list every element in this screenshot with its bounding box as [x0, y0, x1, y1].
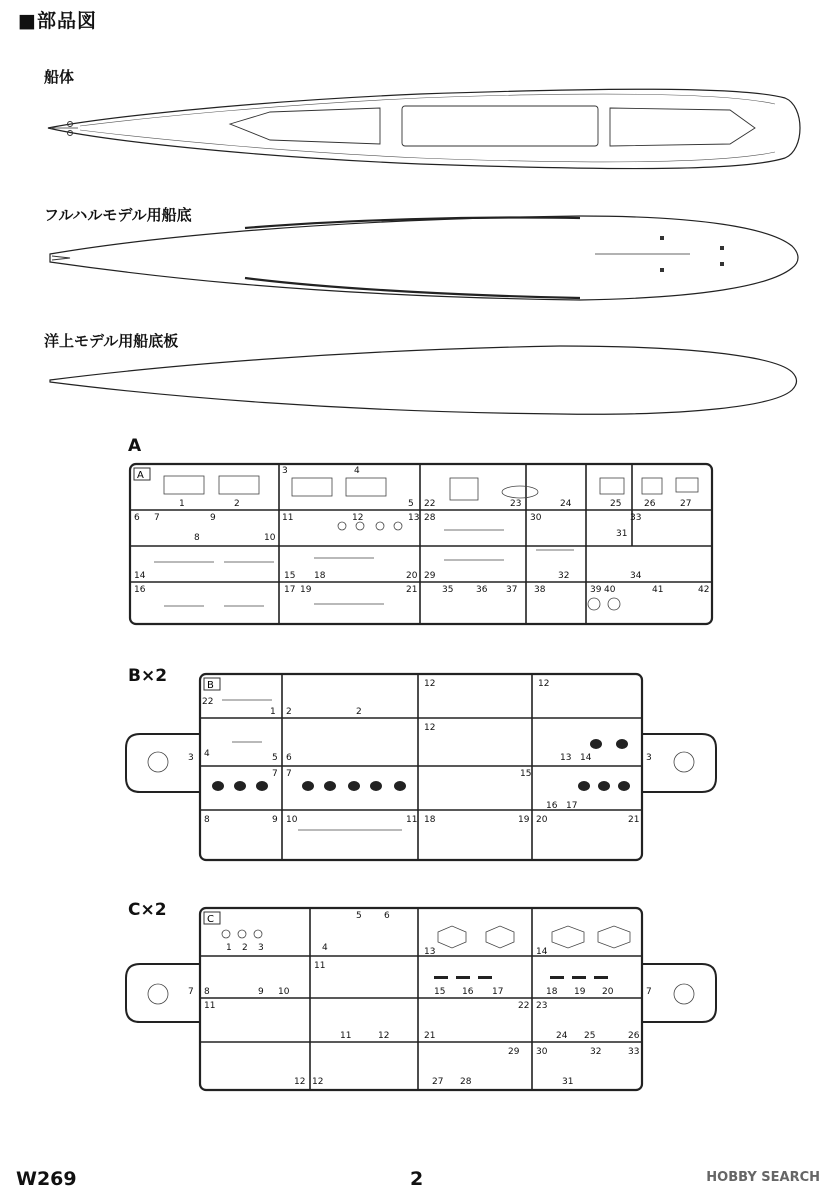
svg-text:3: 3 [646, 753, 652, 763]
svg-text:36: 36 [476, 585, 488, 595]
svg-text:12: 12 [424, 723, 436, 733]
svg-text:3: 3 [258, 943, 264, 953]
svg-text:7: 7 [188, 987, 194, 997]
sprue-a-label: A [128, 436, 142, 456]
svg-text:14: 14 [580, 753, 592, 763]
svg-text:5: 5 [272, 753, 278, 763]
svg-text:20: 20 [406, 571, 418, 581]
svg-text:39: 39 [590, 585, 602, 595]
svg-text:41: 41 [652, 585, 664, 595]
sprue-a [124, 458, 718, 630]
svg-text:29: 29 [424, 571, 436, 581]
svg-text:42: 42 [698, 585, 710, 595]
svg-text:18: 18 [424, 815, 436, 825]
svg-text:19: 19 [518, 815, 530, 825]
svg-text:2: 2 [234, 499, 240, 509]
svg-text:4: 4 [204, 749, 210, 759]
svg-text:8: 8 [204, 815, 210, 825]
svg-text:17: 17 [284, 585, 296, 595]
svg-text:1: 1 [226, 943, 232, 953]
svg-text:16: 16 [546, 801, 558, 811]
svg-text:11: 11 [314, 961, 326, 971]
svg-text:12: 12 [294, 1077, 306, 1087]
svg-text:11: 11 [282, 513, 294, 523]
svg-text:1: 1 [270, 707, 276, 717]
svg-text:6: 6 [286, 753, 292, 763]
svg-text:16: 16 [134, 585, 146, 595]
svg-text:2: 2 [286, 707, 292, 717]
svg-text:18: 18 [314, 571, 326, 581]
svg-text:16: 16 [462, 987, 474, 997]
svg-text:20: 20 [536, 815, 548, 825]
svg-text:25: 25 [584, 1031, 596, 1041]
svg-text:10: 10 [264, 533, 276, 543]
svg-text:8: 8 [204, 987, 210, 997]
page-number: 2 [410, 1168, 424, 1190]
sprue-a-tag: A [137, 470, 144, 481]
svg-text:32: 32 [558, 571, 570, 581]
svg-text:31: 31 [562, 1077, 574, 1087]
svg-text:13: 13 [560, 753, 572, 763]
svg-text:31: 31 [616, 529, 628, 539]
svg-text:8: 8 [194, 533, 200, 543]
svg-text:27: 27 [432, 1077, 444, 1087]
svg-text:23: 23 [536, 1001, 548, 1011]
svg-text:21: 21 [424, 1031, 436, 1041]
hull-drawing [40, 80, 810, 180]
svg-text:2: 2 [242, 943, 248, 953]
svg-text:14: 14 [536, 947, 548, 957]
svg-text:33: 33 [630, 513, 642, 523]
svg-text:6: 6 [134, 513, 140, 523]
svg-text:32: 32 [590, 1047, 602, 1057]
svg-text:34: 34 [630, 571, 642, 581]
svg-text:19: 19 [300, 585, 312, 595]
svg-text:5: 5 [408, 499, 414, 509]
svg-text:22: 22 [518, 1001, 530, 1011]
svg-text:9: 9 [210, 513, 216, 523]
svg-text:38: 38 [534, 585, 546, 595]
svg-text:10: 10 [286, 815, 298, 825]
svg-text:3: 3 [188, 753, 194, 763]
sprue-b-tag: B [207, 680, 214, 691]
svg-text:19: 19 [574, 987, 586, 997]
svg-text:15: 15 [434, 987, 446, 997]
svg-text:7: 7 [286, 769, 292, 779]
svg-text:2: 2 [356, 707, 362, 717]
svg-text:26: 26 [628, 1031, 640, 1041]
watermark-logo: HOBBY SEARCH [706, 1170, 820, 1185]
svg-text:4: 4 [354, 466, 360, 476]
svg-text:12: 12 [312, 1077, 324, 1087]
svg-text:22: 22 [202, 697, 214, 707]
svg-text:22: 22 [424, 499, 436, 509]
svg-text:12: 12 [538, 679, 550, 689]
svg-text:15: 15 [520, 769, 532, 779]
sprue-c-label: C×2 [128, 900, 167, 920]
svg-text:1: 1 [179, 499, 185, 509]
svg-text:21: 21 [406, 585, 418, 595]
waterline-plate-drawing [40, 340, 810, 420]
svg-text:28: 28 [460, 1077, 472, 1087]
svg-text:13: 13 [424, 947, 436, 957]
sprue-b-label: B×2 [128, 666, 168, 686]
svg-text:7: 7 [154, 513, 160, 523]
svg-text:14: 14 [134, 571, 146, 581]
svg-text:37: 37 [506, 585, 518, 595]
svg-text:17: 17 [566, 801, 578, 811]
svg-text:9: 9 [258, 987, 264, 997]
svg-text:5: 5 [356, 911, 362, 921]
svg-text:12: 12 [378, 1031, 390, 1041]
svg-text:20: 20 [602, 987, 614, 997]
svg-text:29: 29 [508, 1047, 520, 1057]
svg-text:28: 28 [424, 513, 436, 523]
svg-text:3: 3 [282, 466, 288, 476]
svg-text:17: 17 [492, 987, 504, 997]
svg-text:12: 12 [424, 679, 436, 689]
svg-text:9: 9 [272, 815, 278, 825]
svg-text:11: 11 [204, 1001, 216, 1011]
svg-text:30: 30 [536, 1047, 548, 1057]
svg-text:12: 12 [352, 513, 364, 523]
svg-text:24: 24 [560, 499, 572, 509]
svg-text:40: 40 [604, 585, 616, 595]
page-title: ■部品図 [18, 10, 97, 32]
svg-text:4: 4 [322, 943, 328, 953]
sprue-c [122, 904, 720, 1094]
svg-text:11: 11 [406, 815, 418, 825]
sprue-c-tag: C [207, 914, 214, 925]
svg-text:26: 26 [644, 499, 656, 509]
svg-text:24: 24 [556, 1031, 568, 1041]
svg-text:6: 6 [384, 911, 390, 921]
svg-text:11: 11 [340, 1031, 352, 1041]
svg-text:30: 30 [530, 513, 542, 523]
sprue-b [122, 670, 720, 866]
svg-text:23: 23 [510, 499, 522, 509]
svg-text:15: 15 [284, 571, 296, 581]
svg-text:33: 33 [628, 1047, 640, 1057]
svg-text:21: 21 [628, 815, 640, 825]
catalog-code: W269 [16, 1168, 77, 1190]
full-hull-bottom-drawing [40, 212, 810, 308]
svg-text:18: 18 [546, 987, 558, 997]
svg-text:27: 27 [680, 499, 692, 509]
svg-text:10: 10 [278, 987, 290, 997]
svg-text:13: 13 [408, 513, 420, 523]
waterline-plate-heading: 洋上モデル用船底板 [44, 332, 179, 350]
full-hull-bottom-heading: フルハルモデル用船底 [44, 206, 192, 224]
svg-text:35: 35 [442, 585, 454, 595]
svg-text:25: 25 [610, 499, 622, 509]
hull-heading: 船体 [44, 68, 75, 86]
svg-text:7: 7 [272, 769, 278, 779]
svg-text:7: 7 [646, 987, 652, 997]
